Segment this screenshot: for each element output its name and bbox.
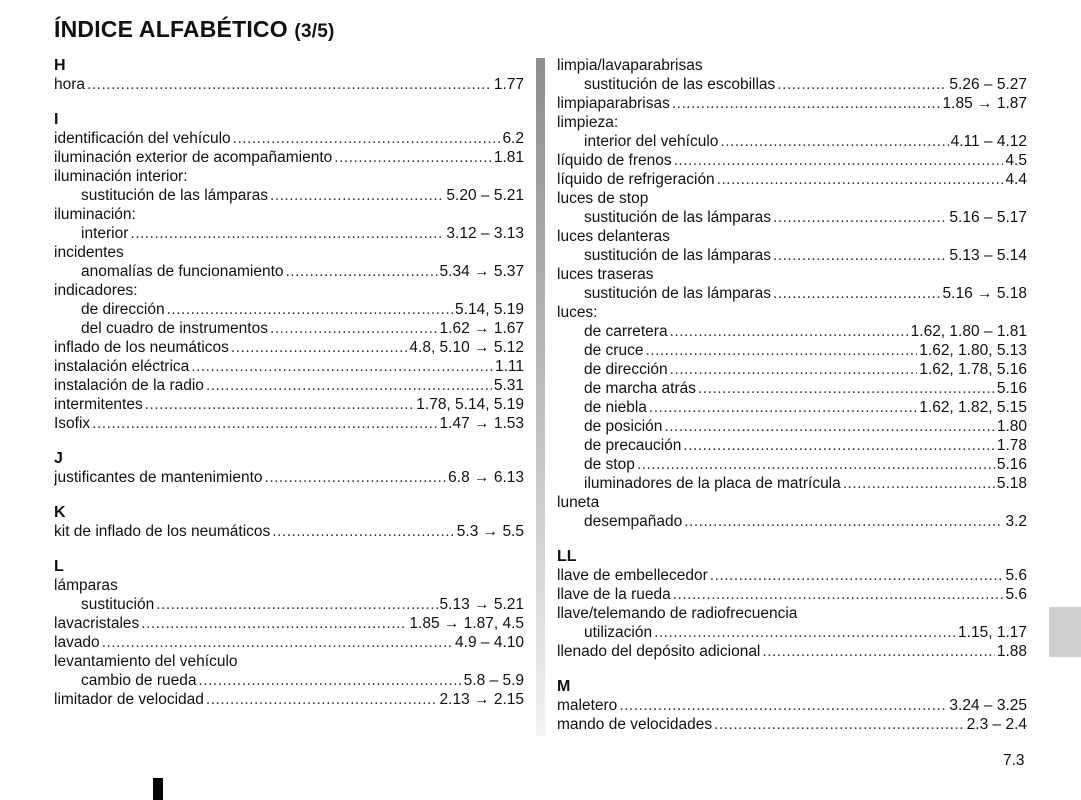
entry-text: incidentes — [54, 244, 124, 261]
page-reference: 3.2 — [1005, 513, 1027, 530]
page-reference: 1.62 → 1.67 — [439, 320, 524, 337]
page-reference: 1.47 → 1.53 — [439, 415, 524, 432]
page-reference: 5.6 — [1005, 586, 1027, 603]
letter-heading — [557, 547, 1027, 566]
index-entry — [54, 148, 524, 167]
page-reference: 1.78 — [996, 437, 1027, 454]
entry-text: iluminación interior: — [54, 168, 188, 185]
entry-text: instalación de la radio — [54, 377, 204, 394]
index-entry — [54, 522, 524, 541]
dot-leader — [231, 338, 407, 357]
dot-leader — [683, 436, 994, 455]
index-entry — [54, 468, 524, 487]
page-reference: 5.3 → 5.5 — [456, 523, 524, 540]
page-reference: 5.13 – 5.14 — [949, 247, 1027, 264]
page-reference: 4.8, 5.10 → 5.12 — [409, 339, 524, 356]
index-entry — [54, 376, 524, 395]
index-subentry — [557, 436, 1027, 455]
index-entry — [54, 357, 524, 376]
page-reference: 5.31 — [493, 377, 524, 394]
entry-text: M — [557, 678, 571, 695]
entry-text: mando de velocidades — [557, 716, 713, 733]
entry-text: iluminación: — [54, 206, 136, 223]
dot-leader — [265, 468, 447, 487]
index-column-right — [557, 56, 1027, 734]
entry-text: Isofix — [54, 415, 91, 432]
entry-text: inflado de los neumáticos — [54, 339, 229, 356]
section-gap — [54, 487, 524, 503]
section-gap — [54, 94, 524, 110]
dot-leader — [670, 360, 918, 379]
entry-text: llave de la rueda — [557, 586, 671, 603]
index-subentry — [54, 300, 524, 319]
entry-text: interior — [81, 225, 129, 242]
page-reference: 5.14, 5.19 — [455, 301, 524, 318]
entry-text: llave/telemando de radiofrecuencia — [557, 605, 798, 622]
entry-text: sustitución — [81, 596, 155, 613]
index-subentry — [557, 322, 1027, 341]
index-column-left — [54, 56, 524, 709]
page-reference: 1.85 → 1.87 — [942, 95, 1027, 112]
dot-leader — [762, 642, 994, 661]
index-entry — [557, 696, 1027, 715]
index-entry — [557, 170, 1027, 189]
page-reference: 1.81 — [493, 149, 524, 166]
index-entry — [54, 338, 524, 357]
section-gap — [54, 433, 524, 449]
index-subentry — [54, 186, 524, 205]
dot-leader — [670, 322, 909, 341]
page-reference: 5.26 – 5.27 — [949, 76, 1027, 93]
entry-text: líquido de refrigeración — [557, 171, 715, 188]
entry-text: luces de stop — [557, 190, 649, 207]
entry-text: J — [54, 450, 63, 467]
page-reference: 3.24 – 3.25 — [949, 697, 1027, 714]
letter-heading — [557, 677, 1027, 696]
index-subentry — [557, 341, 1027, 360]
page-reference: 1.15, 1.17 — [958, 624, 1027, 641]
index-entry — [54, 633, 524, 652]
index-group-label — [557, 189, 1027, 208]
dot-leader — [645, 341, 917, 360]
index-group-label — [54, 243, 524, 262]
entry-text: K — [54, 504, 66, 521]
dot-leader — [206, 690, 438, 709]
dot-leader — [286, 262, 438, 281]
index-group-label — [54, 281, 524, 300]
index-entry — [54, 614, 524, 633]
entry-text: luces: — [557, 304, 598, 321]
entry-text: desempañado — [584, 513, 683, 530]
page-reference: 2.13 → 2.15 — [439, 691, 524, 708]
index-subentry — [557, 208, 1027, 227]
entry-text: del cuadro de instrumentos — [81, 320, 268, 337]
dot-leader — [272, 522, 455, 541]
dot-leader — [777, 75, 947, 94]
entry-text: limpia/lavaparabrisas — [557, 57, 703, 74]
page-reference: 1.80 — [996, 418, 1027, 435]
page-reference: 1.78, 5.14, 5.19 — [416, 396, 524, 413]
entry-text: limpieza: — [557, 114, 619, 131]
page-reference: 3.12 – 3.13 — [446, 225, 524, 242]
dot-leader — [720, 132, 948, 151]
letter-heading — [54, 449, 524, 468]
index-group-label — [557, 265, 1027, 284]
page-reference: 5.8 – 5.9 — [463, 672, 524, 689]
title-text: ÍNDICE ALFABÉTICO — [54, 16, 288, 42]
entry-text: sustitución de las escobillas — [584, 76, 776, 93]
dot-leader — [773, 284, 941, 303]
entry-text: luces delanteras — [557, 228, 670, 245]
dot-leader — [92, 414, 437, 433]
index-subentry — [557, 417, 1027, 436]
entry-text: luces traseras — [557, 266, 654, 283]
page-reference: 5.13 → 5.21 — [439, 596, 524, 613]
entry-text: L — [54, 558, 64, 575]
entry-text: instalación eléctrica — [54, 358, 190, 375]
index-subentry — [557, 246, 1027, 265]
page-reference: 5.16 → 5.18 — [942, 285, 1027, 302]
entry-text: de niebla — [584, 399, 647, 416]
index-subentry — [557, 623, 1027, 642]
dot-leader — [102, 633, 453, 652]
page-reference: 5.20 – 5.21 — [446, 187, 524, 204]
index-group-label — [557, 113, 1027, 132]
entry-text: limpiaparabrisas — [557, 95, 670, 112]
entry-text: limitador de velocidad — [54, 691, 204, 708]
dot-leader — [206, 376, 492, 395]
entry-text: llenado del depósito adicional — [557, 643, 761, 660]
page-reference: 4.4 — [1005, 171, 1027, 188]
entry-text: de precaución — [584, 437, 682, 454]
index-subentry — [557, 474, 1027, 493]
dot-leader — [191, 357, 493, 376]
dot-leader — [664, 417, 994, 436]
dot-leader — [167, 300, 453, 319]
page-reference: 1.62, 1.80, 5.13 — [919, 342, 1027, 359]
entry-text: utilización — [584, 624, 653, 641]
index-entry — [557, 585, 1027, 604]
entry-text: líquido de frenos — [557, 152, 672, 169]
dot-leader — [672, 94, 941, 113]
column-divider — [536, 58, 545, 736]
entry-text: kit de inflado de los neumáticos — [54, 523, 271, 540]
entry-text: de stop — [584, 456, 635, 473]
section-gap — [557, 661, 1027, 677]
page-reference: 1.88 — [996, 643, 1027, 660]
page-title — [54, 16, 335, 43]
crop-mark — [153, 778, 163, 800]
dot-leader — [198, 671, 461, 690]
page-reference: 5.18 — [996, 475, 1027, 492]
dot-leader — [270, 319, 438, 338]
entry-text: de carretera — [584, 323, 668, 340]
entry-text: I — [54, 111, 59, 128]
index-entry — [54, 129, 524, 148]
page-reference: 5.16 — [996, 456, 1027, 473]
dot-leader — [714, 715, 965, 734]
entry-text: levantamiento del vehículo — [54, 653, 238, 670]
index-subentry — [557, 360, 1027, 379]
index-entry — [557, 566, 1027, 585]
dot-leader — [674, 151, 1004, 170]
index-subentry — [54, 319, 524, 338]
entry-text: iluminación exterior de acompañamiento — [54, 149, 333, 166]
entry-text: lavacristales — [54, 615, 140, 632]
page-number: 7.3 — [1003, 752, 1025, 769]
dot-leader — [87, 75, 492, 94]
entry-text: sustitución de las lámparas — [584, 209, 771, 226]
index-entry — [557, 94, 1027, 113]
dot-leader — [773, 208, 947, 227]
dot-leader — [619, 696, 947, 715]
entry-text: de cruce — [584, 342, 644, 359]
entry-text: justificantes de mantenimiento — [54, 469, 263, 486]
dot-leader — [637, 455, 995, 474]
page-reference: 2.3 – 2.4 — [966, 716, 1027, 733]
entry-text: LL — [557, 548, 577, 565]
entry-text: de dirección — [81, 301, 165, 318]
title-part: (3/5) — [294, 21, 335, 42]
index-subentry — [54, 224, 524, 243]
section-gap — [557, 531, 1027, 547]
index-entry — [557, 642, 1027, 661]
entry-text: iluminadores de la placa de matrícula — [584, 475, 841, 492]
page-reference: 1.77 — [493, 76, 524, 93]
index-subentry — [557, 132, 1027, 151]
index-group-label — [557, 227, 1027, 246]
page-reference: 5.16 – 5.17 — [949, 209, 1027, 226]
index-subentry — [557, 398, 1027, 417]
page-reference: 4.11 – 4.12 — [950, 133, 1027, 150]
section-gap — [54, 541, 524, 557]
index-subentry — [54, 595, 524, 614]
dot-leader — [773, 246, 947, 265]
page-reference: 4.9 – 4.10 — [455, 634, 524, 651]
index-group-label — [557, 56, 1027, 75]
dot-leader — [141, 614, 407, 633]
entry-text: sustitución de las lámparas — [81, 187, 268, 204]
page-reference: 6.8 → 6.13 — [448, 469, 524, 486]
entry-text: lavado — [54, 634, 100, 651]
letter-heading — [54, 110, 524, 129]
dot-leader — [698, 379, 995, 398]
dot-leader — [156, 595, 437, 614]
page-reference: 5.16 — [996, 380, 1027, 397]
letter-heading — [54, 56, 524, 75]
entry-text: de marcha atrás — [584, 380, 696, 397]
index-entry — [54, 690, 524, 709]
dot-leader — [717, 170, 1004, 189]
index-group-label — [54, 576, 524, 595]
entry-text: de dirección — [584, 361, 668, 378]
dot-leader — [130, 224, 444, 243]
entry-text: intermitentes — [54, 396, 143, 413]
entry-text: identificación del vehículo — [54, 130, 231, 147]
page-reference: 5.6 — [1005, 567, 1027, 584]
index-subentry — [557, 455, 1027, 474]
index-group-label — [54, 205, 524, 224]
page-reference: 1.62, 1.82, 5.15 — [919, 399, 1027, 416]
index-group-label — [557, 604, 1027, 623]
index-subentry — [557, 284, 1027, 303]
page-reference: 1.62, 1.78, 5.16 — [919, 361, 1027, 378]
dot-leader — [843, 474, 995, 493]
index-entry — [54, 414, 524, 433]
page-reference: 4.5 — [1005, 152, 1027, 169]
entry-text: hora — [54, 76, 86, 93]
section-tab — [1049, 607, 1081, 657]
dot-leader — [233, 129, 501, 148]
index-group-label — [54, 167, 524, 186]
letter-heading — [54, 503, 524, 522]
page-reference: 5.34 → 5.37 — [439, 263, 524, 280]
entry-text: anomalías de funcionamiento — [81, 263, 284, 280]
dot-leader — [270, 186, 444, 205]
entry-text: interior del vehículo — [584, 133, 719, 150]
letter-heading — [54, 557, 524, 576]
dot-leader — [654, 623, 956, 642]
index-subentry — [557, 75, 1027, 94]
index-subentry — [54, 262, 524, 281]
entry-text: sustitución de las lámparas — [584, 247, 771, 264]
entry-text: H — [54, 57, 66, 74]
index-entry — [54, 75, 524, 94]
index-entry — [557, 151, 1027, 170]
dot-leader — [684, 512, 1003, 531]
dot-leader — [145, 395, 415, 414]
index-group-label — [557, 303, 1027, 322]
index-subentry — [557, 512, 1027, 531]
entry-text: lámparas — [54, 577, 118, 594]
page-reference: 6.2 — [502, 130, 524, 147]
index-subentry — [557, 379, 1027, 398]
entry-text: llave de embellecedor — [557, 567, 708, 584]
page-reference: 1.85 → 1.87, 4.5 — [409, 615, 524, 632]
entry-text: luneta — [557, 494, 600, 511]
entry-text: maletero — [557, 697, 618, 714]
entry-text: de posición — [584, 418, 663, 435]
dot-leader — [334, 148, 492, 167]
entry-text: indicadores: — [54, 282, 138, 299]
index-entry — [54, 395, 524, 414]
dot-leader — [710, 566, 1004, 585]
page-reference: 1.62, 1.80 – 1.81 — [910, 323, 1027, 340]
page-reference: 1.11 — [494, 358, 524, 375]
index-group-label — [54, 652, 524, 671]
dot-leader — [649, 398, 917, 417]
dot-leader — [673, 585, 1004, 604]
index-group-label — [557, 493, 1027, 512]
entry-text: cambio de rueda — [81, 672, 197, 689]
index-subentry — [54, 671, 524, 690]
entry-text: sustitución de las lámparas — [584, 285, 771, 302]
index-entry — [557, 715, 1027, 734]
